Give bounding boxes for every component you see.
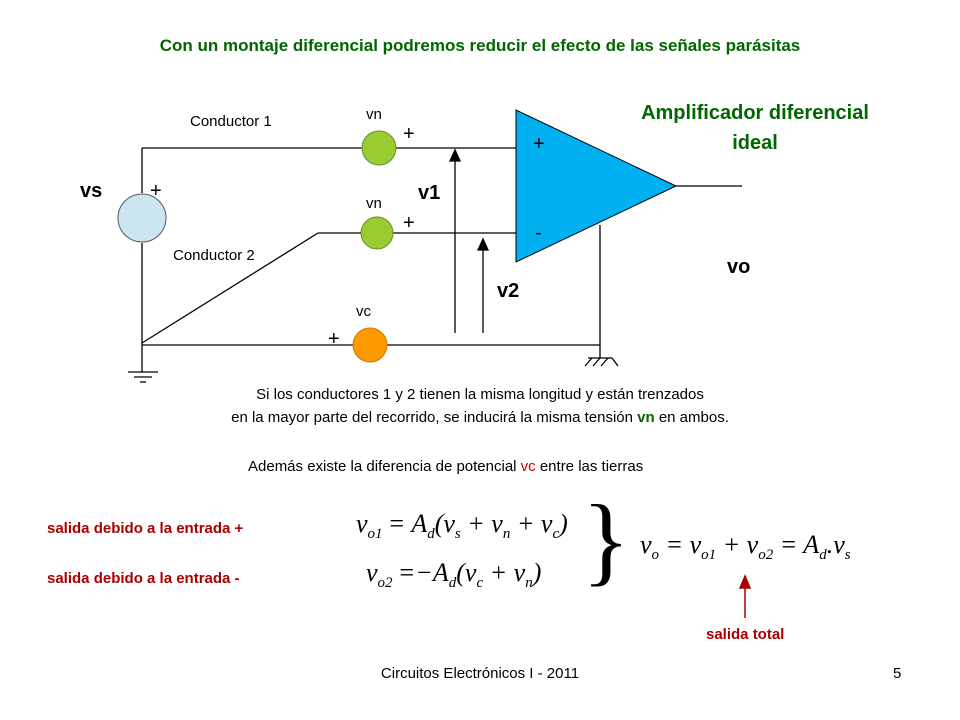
vn-top-plus-sign: + [403, 123, 415, 145]
description-line3-post: entre las tierras [535, 458, 644, 475]
description-line1: Si los conductores 1 y 2 tienen la misma longitud y están trenzados [256, 386, 704, 403]
v2-arrow [478, 239, 488, 333]
output-plus-label: salida debido a la entrada + [47, 520, 244, 537]
amplifier-title-line1: Amplificador diferencial [641, 102, 869, 124]
equation-1: $v_{o1} = A_d(v_s + v_n + v_c)$ [356, 509, 568, 543]
footer-course: Circuitos Electrónicos I - 2011 [380, 665, 580, 682]
total-output-label: salida total [706, 626, 785, 643]
v1-arrow [450, 150, 460, 333]
page-number: 5 [893, 665, 902, 682]
equation-2: $v_{o2} =-A_d(v_c + v_n)$ [366, 558, 542, 592]
description-line2-pre: en la mayor parte del recorrido, se inducirá la misma tensión [231, 409, 638, 426]
total-output-arrow [740, 576, 750, 618]
description-line3 [248, 458, 643, 475]
equation-3: $v_o = v_{o1} + v_{o2} = A_d.v_s$ [640, 530, 851, 564]
page-title: Con un montaje diferencial podremos reducir el efecto de las señales parásitas [159, 36, 801, 55]
ground-symbol-right [585, 358, 618, 366]
v2-label: v2 [497, 280, 520, 302]
vn-mid-plus-sign: + [403, 212, 415, 234]
ground-symbol-left [128, 372, 158, 382]
vs-label: vs [80, 180, 103, 202]
vn-mid-label: vn [366, 195, 382, 212]
brace-symbol: } [582, 484, 630, 595]
description-line3-pre: Además existe la diferencia de potencial [248, 458, 521, 475]
opamp-plus-sign: + [533, 133, 545, 155]
vn-source-top [362, 131, 396, 165]
vc-plus-sign: + [328, 328, 340, 350]
conductor-2-label: Conductor 2 [173, 247, 255, 264]
description-vc: vc [520, 458, 536, 475]
opamp-minus-sign: - [535, 222, 542, 244]
vc-label: vc [356, 303, 371, 320]
v1-label: v1 [418, 182, 441, 204]
description-line2-post: en ambos. [654, 409, 729, 426]
vc-source [353, 328, 387, 362]
vo-label: vo [727, 256, 751, 278]
description-vn: vn [637, 409, 655, 426]
vs-plus-sign: + [150, 180, 162, 202]
conductor-1-label: Conductor 1 [190, 113, 272, 130]
vn-source-mid [361, 217, 393, 249]
output-minus-label: salida debido a la entrada - [47, 570, 240, 587]
description-line2 [0, 409, 960, 426]
amplifier-title-line2: ideal [732, 132, 778, 154]
vn-top-label: vn [366, 106, 382, 123]
